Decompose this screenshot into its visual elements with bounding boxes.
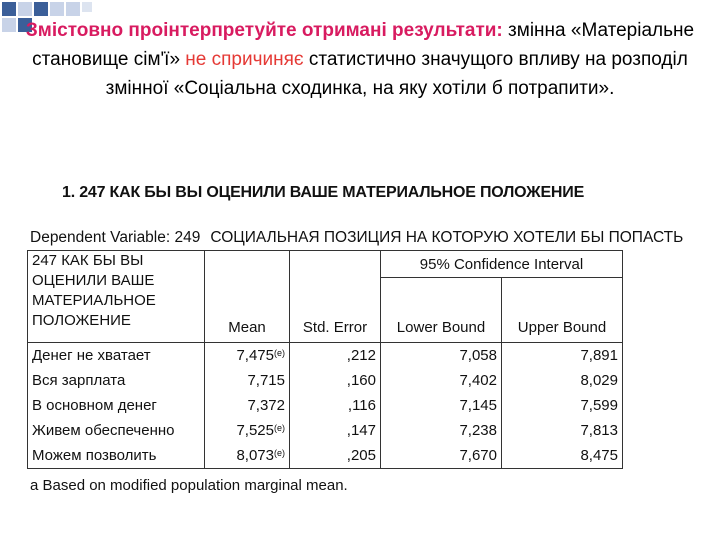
std-error-value: ,212: [346, 347, 376, 364]
ci-header: 95% Confidence Interval: [381, 251, 623, 278]
heading-highlight: не спричиняє: [185, 49, 304, 70]
mean-cell: [205, 343, 290, 469]
mean-value: 7,525: [236, 422, 274, 439]
mean-value: 7,475: [236, 347, 274, 364]
heading-emphasis: Змістовно проінтерпретуйте отримані результати:: [25, 20, 503, 41]
std-error-value: ,205: [346, 447, 376, 464]
mean-value: 8,073: [236, 447, 274, 464]
dependent-name: СОЦИАЛЬНАЯ ПОЗИЦИЯ НА КОТОРУЮ ХОТЕЛИ БЫ ПОПАСТЬ: [210, 229, 684, 246]
row-label: Денег не хватает: [32, 347, 151, 364]
deco-square: [82, 2, 92, 12]
std-error-value: ,116: [347, 397, 376, 414]
col-header-mean: Mean: [205, 278, 290, 343]
std-error-value: ,160: [346, 372, 376, 389]
deco-square: [66, 2, 80, 16]
footnote-mark: (e): [274, 348, 285, 358]
lower-bound-value: 7,670: [459, 447, 497, 464]
upper-bound-value: 7,891: [580, 347, 618, 364]
row-label: Живем обеспеченно: [32, 422, 175, 439]
col-header-lower-bound: Lower Bound: [381, 278, 502, 343]
footnote-mark: (e): [274, 448, 285, 458]
heading-text: змінна «Матеріальне становище сім'ї»: [32, 20, 695, 70]
heading-text-end: статистично значущого впливу на розподіл змінної «Соціальна сходинка, на яку хотіли б потрапити».: [105, 49, 688, 99]
row-header-cell: [28, 251, 205, 343]
lower-bound-cell: [381, 343, 502, 469]
deco-square: [18, 2, 32, 16]
upper-bound-value: 7,813: [580, 422, 618, 439]
header-blank: [205, 251, 290, 278]
mean-value: 7,715: [247, 372, 285, 389]
col-header-std-error: Std. Error: [290, 278, 381, 343]
upper-bound-value: 7,599: [580, 397, 618, 414]
footnote-mark: (e): [274, 423, 285, 433]
deco-square: [2, 2, 16, 16]
row-label: Вся зарплата: [32, 372, 126, 389]
lower-bound-value: 7,058: [459, 347, 497, 364]
table-title: 1. 247 КАК БЫ ВЫ ОЦЕНИЛИ ВАШЕ МАТЕРИАЛЬНОЕ ПОЛОЖЕНИЕ: [62, 184, 585, 201]
lower-bound-value: 7,238: [459, 422, 497, 439]
lower-bound-value: 7,145: [459, 397, 497, 414]
upper-bound-value: 8,475: [580, 447, 618, 464]
deco-square: [50, 2, 64, 16]
table-footnote: a Based on modified population marginal mean.: [30, 477, 348, 494]
row-labels-cell: [28, 343, 205, 469]
std-error-value: ,147: [346, 422, 376, 439]
row-label: Можем позволить: [32, 447, 157, 464]
dependent-variable-line: [30, 229, 720, 247]
mean-value: 7,372: [247, 397, 285, 414]
std-error-cell: [290, 343, 381, 469]
upper-bound-value: 8,029: [580, 372, 618, 389]
results-table: [27, 250, 623, 469]
dependent-label: Dependent Variable: 249: [30, 229, 201, 246]
deco-square: [34, 2, 48, 16]
upper-bound-cell: [502, 343, 623, 469]
col-header-upper-bound: Upper Bound: [502, 278, 623, 343]
slide-heading: [10, 16, 710, 103]
row-label: В основном денег: [32, 397, 157, 414]
header-blank: [290, 251, 381, 278]
lower-bound-value: 7,402: [459, 372, 497, 389]
row-header-text: 247 КАК БЫ ВЫ ОЦЕНИЛИ ВАШЕ МАТЕРИАЛЬНОЕ ПОЛОЖЕНИЕ: [32, 252, 156, 329]
